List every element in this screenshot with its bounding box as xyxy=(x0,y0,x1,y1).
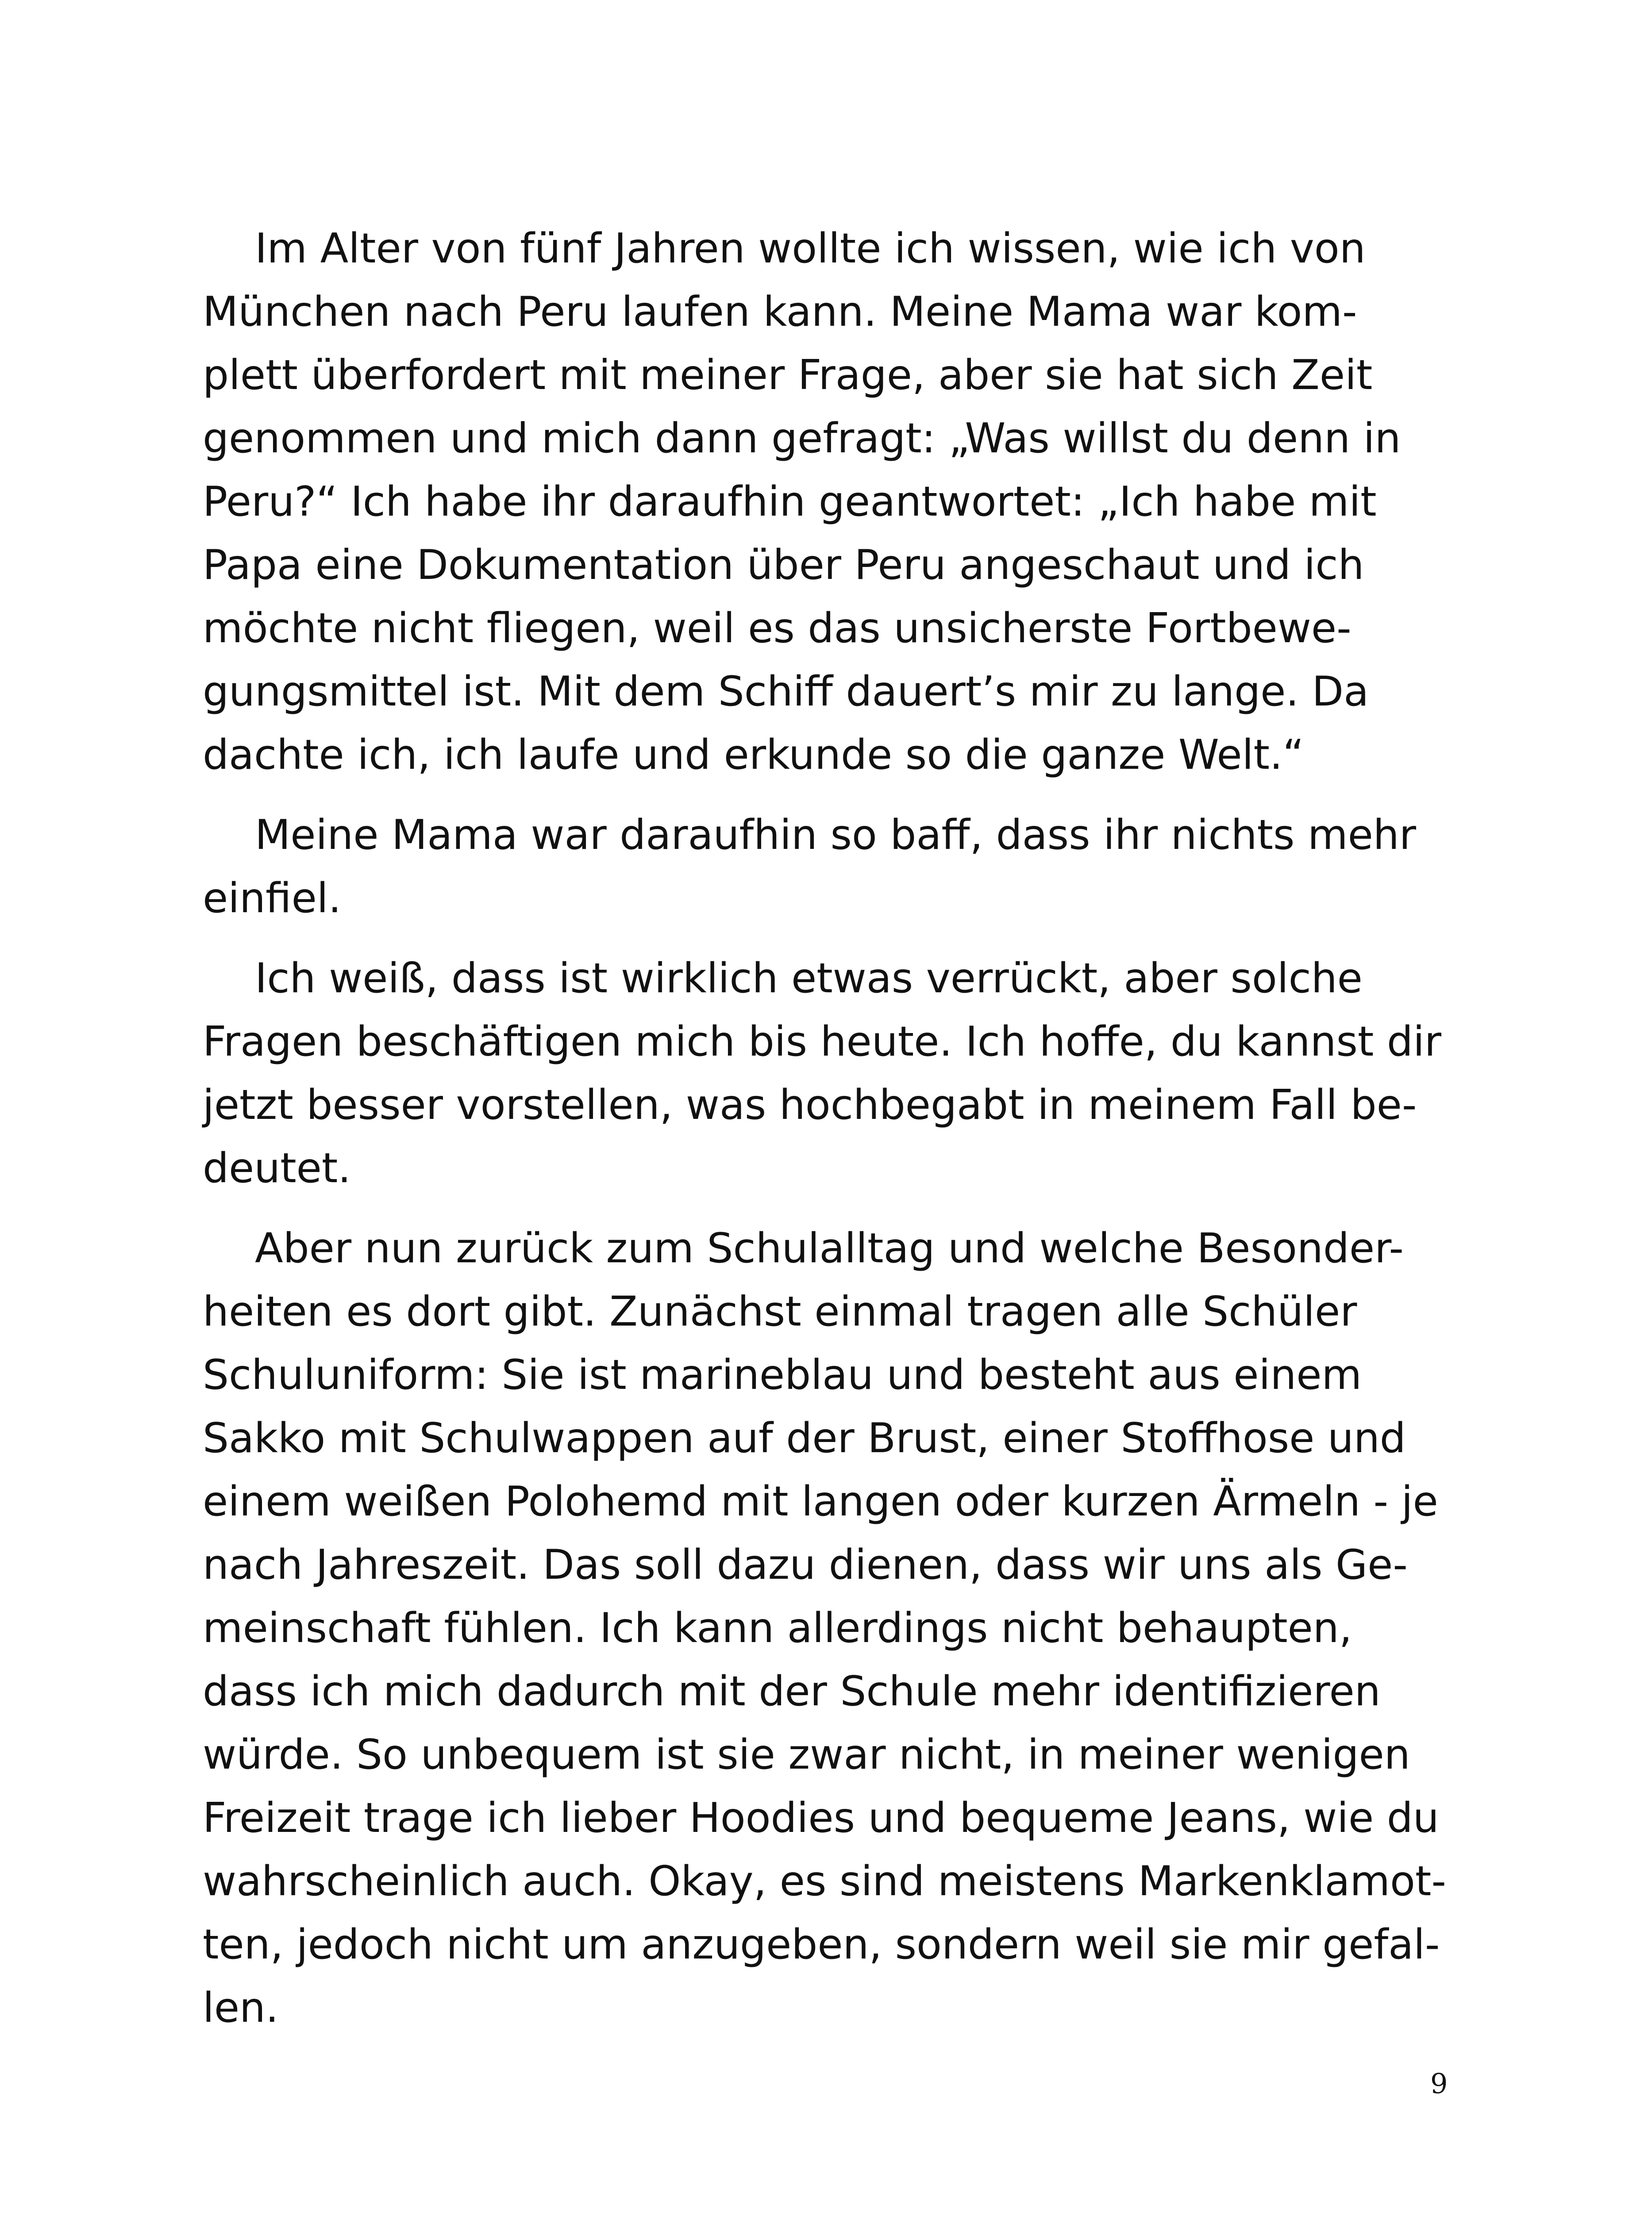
paragraph-2-line-1: Meine Mama war daraufhin so baff, dass ihr nichts mehr xyxy=(255,811,1416,859)
paragraph-2-line-2: einfiel. xyxy=(203,874,342,922)
paragraph-4-line-2: heiten es dort gibt. Zunächst einmal tragen alle Schüler xyxy=(203,1288,1357,1335)
paragraph-4-line-1: Aber nun zurück zum Schulalltag und welche Besonder- xyxy=(255,1224,1404,1272)
paragraph-4-line-4: Sakko mit Schulwappen auf der Brust, einer Stoffhose und xyxy=(203,1414,1406,1462)
paragraph-3-line-4: deutet. xyxy=(203,1144,351,1192)
paragraph-4-line-11: wahrscheinlich auch. Okay, es sind meistens Markenklamot- xyxy=(203,1857,1446,1905)
paragraph-4-line-10: Freizeit trage ich lieber Hoodies und bequeme Jeans, wie du xyxy=(203,1794,1439,1842)
paragraph-4-line-7: meinschaft fühlen. Ich kann allerdings nicht behaupten, xyxy=(203,1604,1352,1652)
paragraph-4-line-6: nach Jahreszeit. Das soll dazu dienen, dass wir uns als Ge- xyxy=(203,1541,1408,1588)
paragraph-1-line-4: genommen und mich dann gefragt: „Was willst du denn in xyxy=(203,414,1401,462)
paragraph-1-line-6: Papa eine Dokumentation über Peru angeschaut und ich xyxy=(203,541,1364,589)
paragraph-4-line-13: len. xyxy=(203,1984,279,2032)
paragraph-4-line-3: Schuluniform: Sie ist marineblau und besteht aus einem xyxy=(203,1351,1362,1399)
paragraph-1-line-7: möchte nicht fliegen, weil es das unsicherste Fortbewe- xyxy=(203,604,1352,652)
paragraph-3-line-2: Fragen beschäftigen mich bis heute. Ich hoffe, du kannst dir xyxy=(203,1018,1442,1065)
paragraph-1-line-3: plett überfordert mit meiner Frage, aber sie hat sich Zeit xyxy=(203,351,1373,399)
paragraph-4-line-5: einem weißen Polohemd mit langen oder kurzen Ärmeln - je xyxy=(203,1477,1438,1525)
paragraph-1-line-9: dachte ich, ich laufe und erkunde so die ganze Welt.“ xyxy=(203,731,1304,779)
paragraph-4-line-8: dass ich mich dadurch mit der Schule mehr identifizieren xyxy=(203,1667,1381,1715)
paragraph-1-line-1: Im Alter von fünf Jahren wollte ich wissen, wie ich von xyxy=(255,224,1366,272)
paragraph-3-line-1: Ich weiß, dass ist wirklich etwas verrückt, aber solche xyxy=(255,954,1363,1002)
paragraph-1-line-8: gungsmittel ist. Mit dem Schiff dauert’s mir zu lange. Da xyxy=(203,667,1369,715)
paragraph-1-line-2: München nach Peru laufen kann. Meine Mama war kom- xyxy=(203,288,1357,335)
paragraph-4-line-12: ten, jedoch nicht um anzugeben, sondern weil sie mir gefal- xyxy=(203,1920,1440,1968)
paragraph-1-line-5: Peru?“ Ich habe ihr daraufhin geantwortet: „Ich habe mit xyxy=(203,478,1377,525)
paragraph-4-line-9: würde. So unbequem ist sie zwar nicht, in meiner wenigen xyxy=(203,1731,1410,1778)
paragraph-3-line-3: jetzt besser vorstellen, was hochbegabt in meinem Fall be- xyxy=(203,1081,1417,1129)
page-number: 9 xyxy=(1430,2067,1448,2100)
